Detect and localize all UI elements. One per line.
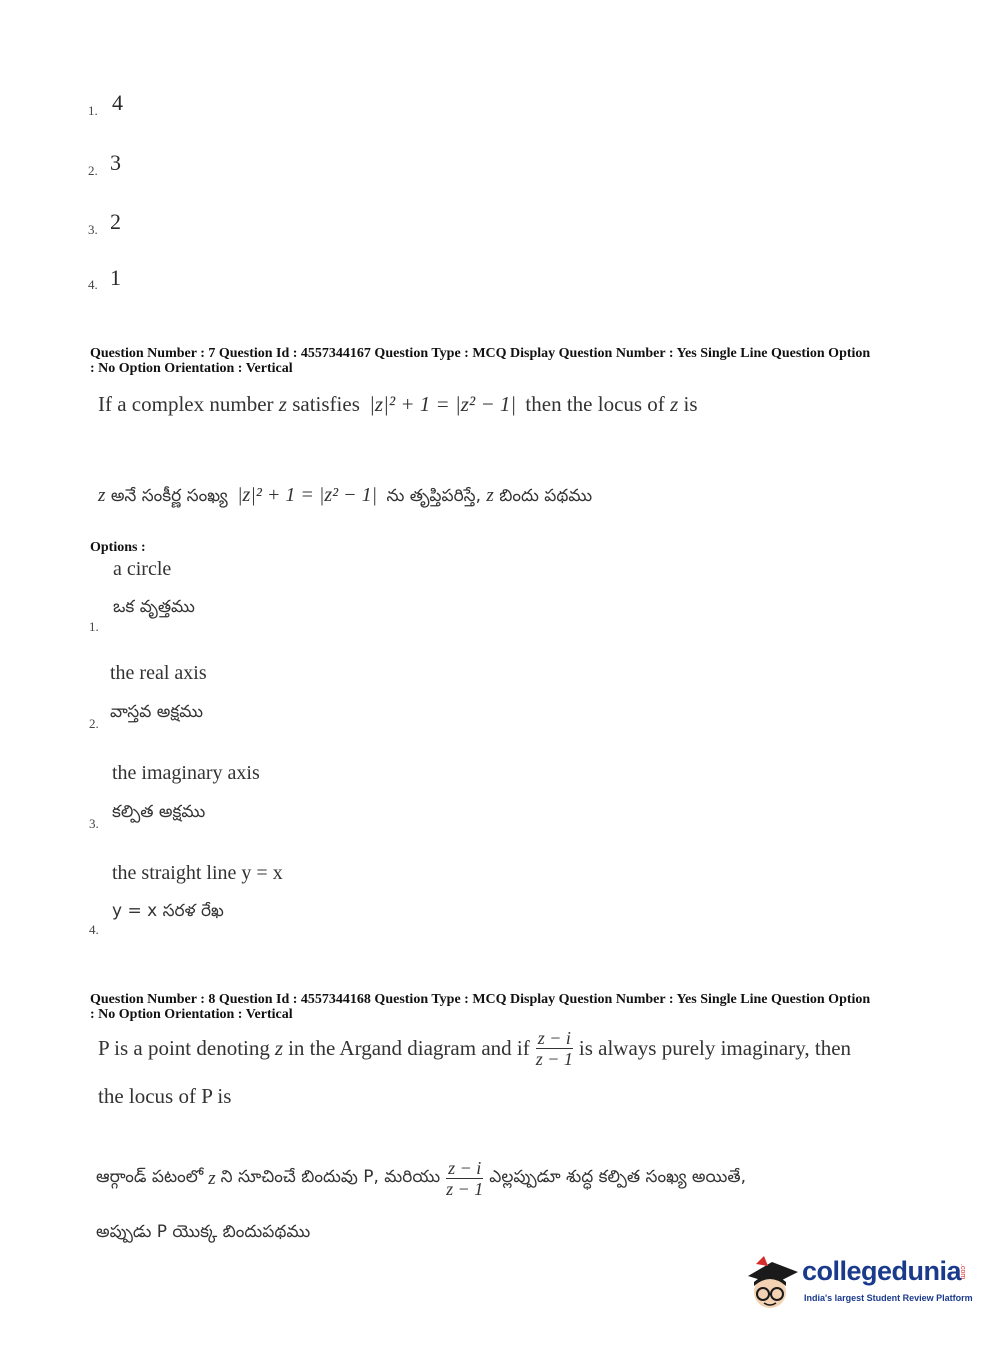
q7-equation: |z|² + 1 = |z² − 1| [369,392,517,416]
q8-meta [90,992,930,1022]
option-text-english: the real axis [110,662,207,684]
q7-text-d: is [683,392,698,416]
q7-te-z2: z [486,485,494,506]
option-value: 4 [112,90,123,115]
brand-dotcom: .com [959,1264,966,1280]
q7-var-z2: z [670,392,679,416]
q7-te-b: ను తృప్తిపరిస్తే, [386,486,481,506]
q8-te-c: ఎల్లప్పుడూ శుద్ధ కల్పిత సంఖ్య అయితే, [489,1166,747,1187]
option-text-english: a circle [113,558,172,580]
q8-telugu-line1 [96,1158,746,1199]
option-text-english: the imaginary axis [112,762,260,784]
q8-meta-line2: : No Option Orientation : Vertical [90,1007,293,1022]
q7-te-c: బిందు పథము [499,486,593,506]
option-number: 2. [88,163,98,178]
q7-meta [90,346,930,376]
q7-text-a: If a complex number [98,392,274,416]
option-number: 4. [89,922,99,937]
q8-text-b: in the Argand diagram and if [288,1036,530,1060]
q8-meta-line1: Question Number : 8 Question Id : 4557344168 Question Type : MCQ Display Question Number : Yes Single Line Question Option [90,992,871,1007]
q8-telugu-line2: అప్పుడు P యొక్క బిందుపథము [96,1222,311,1242]
q7-te-z: z [98,485,106,506]
fraction-denominator: z − 1 [446,1179,484,1199]
fraction-numerator: z − i [537,1028,571,1048]
q7-text-b: satisfies [292,392,360,416]
option-number: 4. [88,277,98,292]
brand-tagline: India's largest Student Review Platform [804,1293,973,1303]
fraction-denominator: z − 1 [535,1049,573,1069]
q8-question-line2: the locus of P is [98,1084,232,1108]
mascot-icon [742,1252,800,1314]
option-text-telugu: ఒక వృత్తము [113,597,195,617]
q8-te-a: ఆర్గాండ్ పటంలో [96,1166,204,1187]
option-value: 3 [110,150,121,175]
option-number: 3. [89,816,99,831]
q8-question-line1 [98,1028,851,1069]
q8-fraction [536,1028,573,1069]
options-label: Options : [90,540,146,555]
fraction-numerator: z − i [448,1158,482,1178]
q7-text-c: then the locus of [525,392,665,416]
q7-te-equation: |z|² + 1 = |z² − 1| [237,484,378,506]
collegedunia-watermark [742,1250,972,1320]
option-text-telugu: y = x సరళ రేఖ [112,901,224,921]
option-number: 3. [88,222,98,237]
q8-text-a: P is a point denoting [98,1036,270,1060]
option-text-telugu: వాస్తవ అక్షము [110,702,204,722]
q7-question-english [98,392,698,417]
q7-te-a: అనే సంకీర్ణ సంఖ్య [110,486,228,506]
option-value: 1 [110,265,121,290]
q7-var-z: z [278,392,287,416]
q8-var-z: z [274,1036,284,1060]
q7-question-telugu [98,484,592,510]
q7-meta-line1: Question Number : 7 Question Id : 4557344167 Question Type : MCQ Display Question Number : Yes Single Line Question Option [90,346,871,361]
q8-te-z: z [208,1167,216,1189]
option-text-telugu: కల్పిత అక్షము [112,802,206,822]
option-number: 2. [89,716,99,731]
brand-name: collegedunia [802,1256,962,1286]
q8-te-b: ని సూచించే బిందువు P, మరియు [220,1166,441,1187]
option-number: 1. [89,619,99,634]
option-text-english: the straight line y = x [112,862,283,884]
option-number: 1. [88,103,98,118]
q7-meta-line2: : No Option Orientation : Vertical [90,361,293,376]
option-value: 2 [110,209,121,234]
q8-te-fraction [446,1158,483,1199]
q8-text-c: is always purely imaginary, then [578,1036,852,1060]
